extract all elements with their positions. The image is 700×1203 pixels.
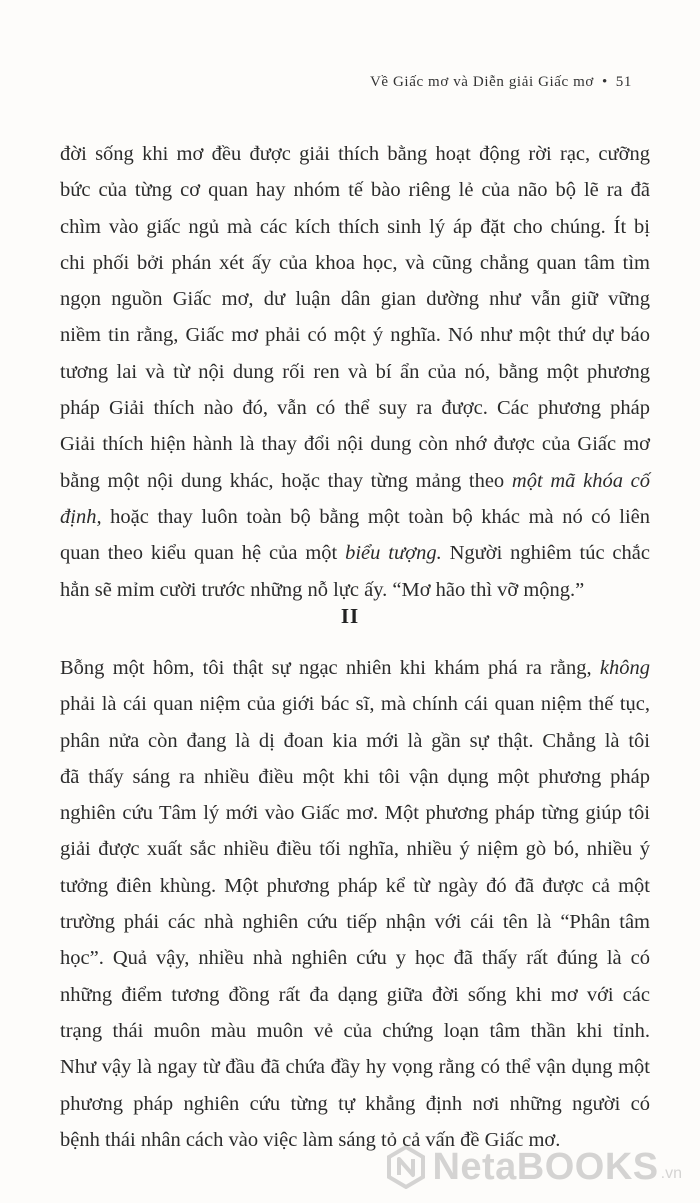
text-segment: hoặc thay luôn toàn bộ bằng một toàn bộ khác mà nó có liên	[110, 505, 650, 528]
text-line: pháp Giải thích nào đó, vẫn có thể suy ra được. Các phương pháp	[60, 397, 650, 420]
paragraph-1	[60, 136, 650, 608]
text-line	[60, 535, 650, 571]
text-line: bệnh thái nhân cách vào việc làm sáng tỏ cả vấn đề Giấc mơ.	[60, 1128, 561, 1151]
italic-phrase: biểu tượng.	[345, 542, 442, 565]
page-number: 51	[615, 74, 632, 90]
text-line: học”. Quả vậy, nhiều nhà nghiên cứu y học đã thấy rất đúng là có	[60, 947, 650, 970]
text-line	[60, 499, 650, 535]
text-line: bức của từng cơ quan hay nhóm tế bào riêng lẻ của não bộ lẽ ra đã	[60, 179, 650, 202]
text-line: đã thấy sáng ra nhiều điều một khi tôi vận dụng một phương pháp	[60, 765, 650, 788]
text-line: trạng thái muôn màu muôn vẻ của chứng loạn tâm thần khi tỉnh.	[60, 1019, 650, 1042]
text-line: ngọn nguồn Giấc mơ, dư luận dân gian dường như vẫn giữ vững	[60, 288, 650, 311]
text-line: trường phái các nhà nghiên cứu tiếp nhận với cái tên là “Phân tâm	[60, 911, 650, 934]
running-header	[370, 74, 632, 91]
header-separator: •	[601, 74, 608, 90]
italic-phrase: một mã khóa cố	[511, 469, 650, 492]
text-line: phải là cái quan niệm của giới bác sĩ, mà chính cái quan niệm thế tục,	[60, 693, 650, 716]
text-line: Giải thích hiện hành là thay đổi nội dung còn nhớ được của Giấc mơ	[60, 433, 650, 456]
netabooks-logo-icon	[386, 1145, 426, 1189]
chapter-title: Về Giấc mơ và Diễn giải Giấc mơ	[369, 74, 594, 90]
text-line: Như vậy là ngay từ đầu đã chứa đầy hy vọng rằng có thể vận dụng một	[60, 1056, 650, 1079]
watermark-suffix: .vn	[660, 1165, 682, 1182]
text-line: phương pháp nghiên cứu từng tự khẳng định nơi những người có	[60, 1092, 650, 1115]
text-line: hẳn sẽ mỉm cười trước những nỗ lực ấy. “Mơ hão thì vỡ mộng.”	[60, 578, 585, 601]
text-segment: Người nghiêm túc chắc	[449, 542, 650, 565]
netabooks-watermark	[386, 1145, 682, 1189]
italic-phrase: định,	[60, 505, 102, 528]
text-line: những điểm tương đồng rất đa dạng giữa đời sống khi mơ với các	[60, 983, 650, 1006]
section-heading: II	[340, 604, 360, 628]
italic-phrase: không	[599, 657, 651, 679]
text-line	[60, 463, 650, 499]
text-segment: bằng một nội dung khác, hoặc thay từng mảng theo	[60, 469, 505, 492]
text-line: tưởng điên khùng. Một phương pháp kể từ ngày đó đã được cả một	[60, 874, 650, 897]
text-line: phân nửa còn đang là dị đoan kia mới là gần sự thật. Chẳng là tôi	[60, 729, 650, 752]
text-line: tương lai và từ nội dung rối ren và bí ẩn của nó, bằng một phương	[60, 360, 650, 383]
text-line: giải được xuất sắc nhiều điều tối nghĩa, nhiều ý niệm gò bó, nhiều ý	[60, 838, 650, 861]
text-segment: quan theo kiểu quan hệ của một	[60, 542, 338, 565]
text-line: chìm vào giấc ngủ mà các kích thích sinh lý áp đặt cho chúng. Ít bị	[60, 215, 650, 238]
text-line: chi phối bởi phán xét ấy của khoa học, và cũng chẳng quan tâm tìm	[60, 251, 650, 274]
watermark-brand: NetaBOOKS	[432, 1145, 659, 1188]
text-line: đời sống khi mơ đều được giải thích bằng hoạt động rời rạc, cưỡng	[60, 143, 650, 165]
paragraph-2	[60, 650, 650, 1158]
text-segment: Bỗng một hôm, tôi thật sự ngạc nhiên khi khám phá ra rằng,	[60, 657, 592, 679]
text-line	[60, 650, 650, 686]
text-line: nghiên cứu Tâm lý mới vào Giấc mơ. Một phương pháp từng giúp tôi	[60, 802, 650, 825]
text-line: niềm tin rằng, Giấc mơ phải có một ý nghĩa. Nó như một thứ dự báo	[60, 324, 650, 347]
